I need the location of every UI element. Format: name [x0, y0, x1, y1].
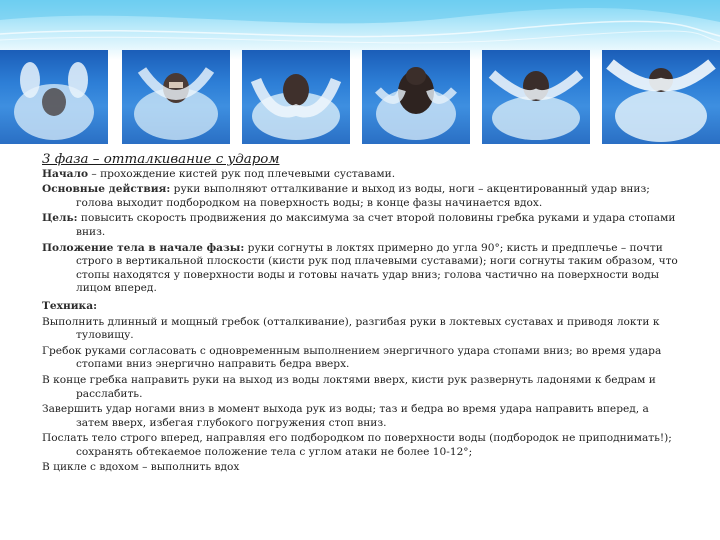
technique-label: Техника: — [42, 299, 97, 312]
technique-item: Выполнить длинный и мощный гребок (отталкивание), разгибая руки в локтевых суставах и приводя локти к туловищу. — [42, 315, 660, 342]
technique-item: Завершить удар ногами вниз в момент выхода рук из воды; таз и бедра во время удара направить вперед, а затем вверх, избегая глубокого погружения стоп вниз. — [42, 403, 649, 429]
technique-item: Послать тело строго вперед, направляя его подбородком по поверхности воды (подбородок не приподнимать!); сохранять обтекаемое положение тела с углом атаки не более 10-12°; — [42, 432, 672, 458]
paragraph-start — [42, 168, 682, 182]
start-label: Начало — [42, 167, 89, 180]
paragraph-goal — [42, 212, 682, 239]
swimmer-photo-5 — [482, 50, 590, 144]
technique-item: В конце гребка направить руки на выход из воды локтями вверх, кисти рук развернуть ладонями к бедрам и расслабить. — [42, 373, 656, 400]
main-actions-label: Основные действия: — [42, 183, 171, 196]
swimmer-photo-3 — [242, 50, 350, 144]
swimmer-photo-sequence — [0, 50, 720, 144]
technique-heading — [42, 300, 682, 314]
body-position-text: руки согнуты в локтях примерно до угла 90°; кисть и предплечье – почти строго в вертикальной плоскости (кисти рук под плачевыми суставами); ноги согнуты таким образом, что стопы находятся у поверхности воды и готовы начать удар вниз; голова частично на поверхности воды лицом вперед. — [76, 241, 678, 295]
technique-item: Гребок руками согласовать с одновременным выполнением энергичного удара стопами вниз; во время удара стопами вниз энергично направить бедра вверх. — [42, 344, 662, 371]
swimmer-photo-1 — [0, 50, 108, 144]
paragraph-body-position — [42, 242, 682, 296]
start-text: – прохождение кистей рук под плечевыми суставами. — [88, 167, 396, 180]
swimmer-photo-6 — [602, 50, 720, 144]
swimmer-photo-4 — [362, 50, 470, 144]
technique-item: В цикле с вдохом – выполнить вдох — [42, 461, 240, 474]
paragraph-main-actions — [42, 183, 682, 210]
main-actions-text: руки выполняют отталкивание и выход из воды, ноги – акцентированный удар вниз; голова выходит подбородком на поверхность воды; в конце фазы начинается вдох. — [76, 183, 650, 209]
phase-title: 3 фаза – отталкивание с ударом — [42, 152, 280, 167]
phase-description — [42, 153, 682, 477]
body-position-label: Положение тела в начале фазы: — [42, 241, 245, 254]
swimmer-photo-2 — [122, 50, 230, 144]
goal-text: повысить скорость продвижения до максимума за счет второй половины гребка руками и удара стопами вниз. — [76, 212, 676, 238]
goal-label: Цель: — [42, 212, 78, 225]
